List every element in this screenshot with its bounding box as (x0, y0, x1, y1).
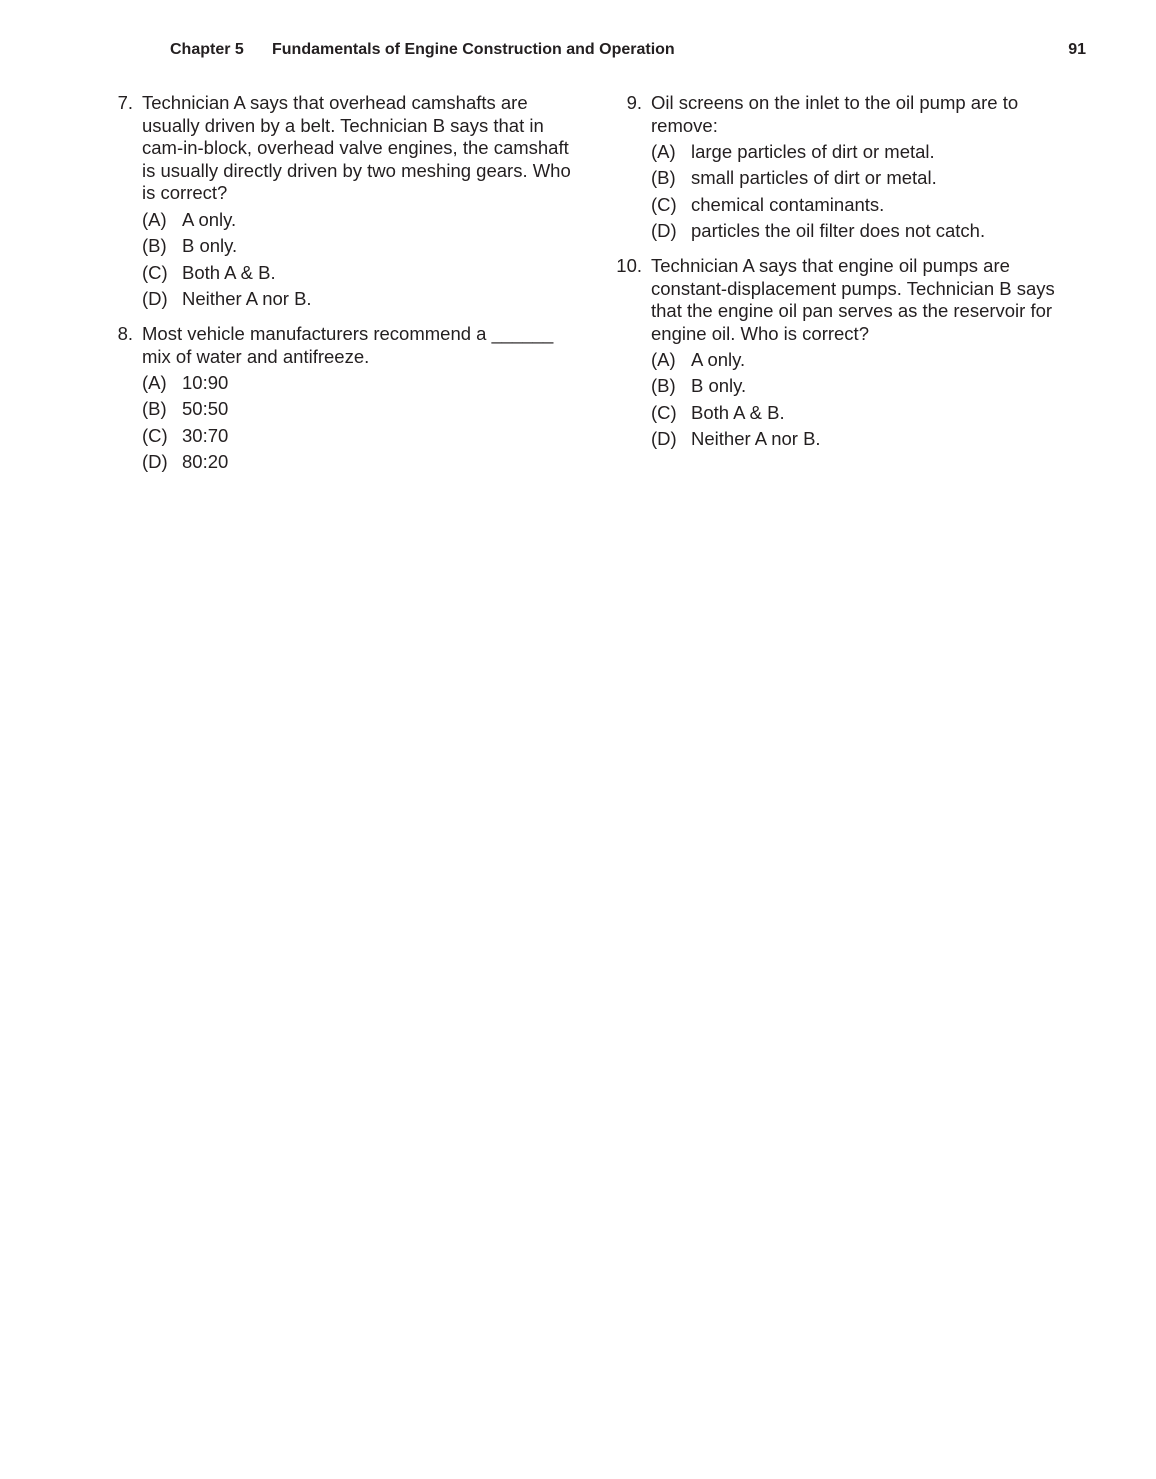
option-letter: (B) (142, 398, 167, 420)
option-text: particles the oil filter does not catch. (691, 220, 986, 242)
answer-option (142, 451, 542, 477)
option-letter: (D) (142, 288, 168, 310)
page-number: 91 (1068, 41, 1086, 58)
answer-option (142, 425, 542, 451)
option-letter: (A) (142, 372, 167, 393)
answer-option (142, 398, 542, 424)
page-header (0, 41, 1156, 65)
option-letter: (C) (142, 424, 168, 446)
question-number: 7. (117, 92, 133, 113)
option-letter: (D) (142, 451, 168, 473)
question-line: Technician A says that overhead camshafts are (142, 92, 528, 113)
option-text: A only. (691, 349, 746, 370)
answer-option (651, 428, 1061, 454)
option-text: Neither A nor B. (182, 288, 312, 310)
option-text: Neither A nor B. (691, 428, 821, 450)
answer-option (142, 235, 542, 261)
option-letter: (D) (651, 428, 677, 450)
option-text: 10:90 (182, 372, 229, 393)
question-line: constant-displacement pumps. Technician B says (651, 277, 1055, 299)
option-letter: (A) (651, 141, 676, 162)
answer-option (651, 141, 1061, 167)
question-text (142, 323, 562, 368)
option-letter: (B) (142, 235, 167, 257)
answer-options (142, 209, 542, 315)
answer-option (651, 194, 1061, 220)
question-number: 9. (626, 92, 642, 113)
option-letter: (A) (142, 209, 167, 230)
answer-option (142, 262, 542, 288)
question-number: 8. (117, 323, 133, 344)
option-letter: (B) (651, 167, 676, 189)
option-letter: (C) (651, 193, 677, 215)
question-line: cam-in-block, overhead valve engines, the camshaft (142, 137, 569, 159)
answer-option (142, 209, 542, 235)
answer-option (651, 349, 1061, 375)
option-text: large particles of dirt or metal. (691, 141, 935, 162)
chapter-title: Fundamentals of Engine Construction and Operation (272, 41, 675, 58)
question-text (651, 92, 1071, 137)
question-line: mix of water and antifreeze. (142, 345, 370, 367)
option-letter: (C) (142, 261, 168, 283)
question-line: that the engine oil pan serves as the reservoir for (651, 300, 1053, 322)
answer-option (142, 288, 542, 314)
option-text: chemical contaminants. (691, 193, 885, 215)
answer-option (142, 372, 542, 398)
option-text: 30:70 (182, 424, 229, 446)
question-line: usually driven by a belt. Technician B says that in (142, 114, 544, 136)
question-line: is correct? (142, 182, 228, 204)
option-letter: (A) (651, 349, 676, 370)
question-line: remove: (651, 114, 718, 136)
option-text: small particles of dirt or metal. (691, 167, 937, 189)
option-letter: (C) (651, 401, 677, 423)
question-number: 10. (616, 255, 642, 276)
option-text: Both A & B. (691, 401, 785, 423)
answer-option (651, 375, 1061, 401)
option-text: B only. (182, 235, 238, 257)
option-text: A only. (182, 209, 237, 230)
answer-options (142, 372, 542, 478)
answer-options (651, 141, 1061, 247)
option-text: 50:50 (182, 398, 229, 420)
option-text: B only. (691, 375, 747, 397)
answer-option (651, 402, 1061, 428)
option-text: Both A & B. (182, 261, 276, 283)
question-line: is usually directly driven by two meshing gears. Who (142, 159, 571, 181)
question-line: Technician A says that engine oil pumps are (651, 255, 1010, 276)
option-text: 80:20 (182, 451, 229, 473)
question-text (651, 255, 1071, 345)
chapter-label: Chapter 5 (170, 41, 244, 58)
question-text (142, 92, 582, 205)
answer-option (651, 167, 1061, 193)
option-letter: (B) (651, 375, 676, 397)
question-line: Oil screens on the inlet to the oil pump are to (651, 92, 1019, 113)
question-line: engine oil. Who is correct? (651, 322, 869, 344)
answer-options (651, 349, 1061, 455)
answer-option (651, 220, 1061, 246)
option-letter: (D) (651, 220, 677, 242)
question-line: Most vehicle manufacturers recommend a ______ (142, 323, 554, 344)
